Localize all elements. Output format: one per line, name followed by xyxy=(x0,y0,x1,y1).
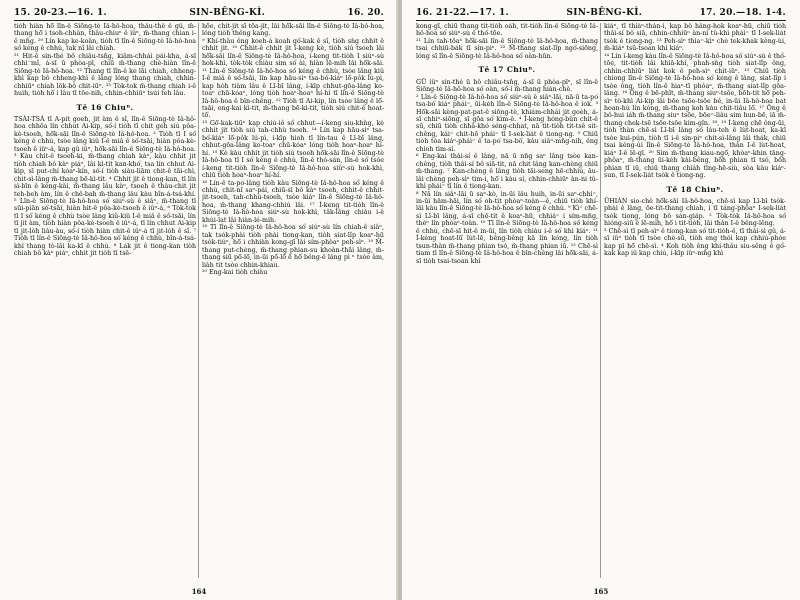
column-rule xyxy=(600,23,601,578)
right-column-2 xyxy=(604,23,786,582)
paragraph: ¹⁴ Lín í-keng kàu lîn-ê Siōng-tè Iâ-hô-hoa só͘ siúⁿ-sù ê thó͘-tōe, tit-tiòh lâi khiā-khí, phah-sǹg tiòh siat-lîp ông, chhin-chhiūⁿ liát kok ê peh-sìⁿ chit-iūⁿ. ¹⁵ Chiū tiòh chiong lîn-ê Siōng-tè Iâ-hô-hoa só͘ kéng ê lâng, siat-lîp i tsòe ông, tiòh lîn-ê hiaⁿ-tī phôaⁿ, m̄-thang siat-lîp gōa-lâng. ¹⁶ Ông ê bē-phīt, m̄-thang siuⁿ-tsōe, bōh-tit hō͘ peh-sìⁿ tò-khì Ai-kip lâi bōe tsōe-tsōe bé, in-ūi Iâ-hô-hoa bat hoan-hù lín kóng, m̄-thang koh kàu chit-tiâu lō͘. ¹⁷ Ông ê bô-hui iáh m̄-thang siuⁿ tsōe, bōe⁼-liâu sim hun-bē, iā m̄-thang chek-tsē tsōe-tsōe kim-gîn. ¹⁸, ¹⁹ Í-keng chē ông-ūi, tiòh thàn chē-sì Lī-bī lâng só͘ láu-teh ê lùt-hoat, ka-kī tsòe kui-pún, tiòh tī i-ê sin-piⁿ chit-sì-lâng lâi thák, chiū tsai kèng-ùi lîn-ê Siōng-tè Iâ-hô-hoa, thàn I-ê lùt-hoat, kiáⁿ I-ê lē-gī. ²⁰ Sim m̄-thang kiau-ngō͘, khòaⁿ-khin tāng-phôaⁿ, m̄-thang ūi-kèh kài-bêng, bōh phian tī tsó, bōh phian tī iū, chiū thang chiáh tīng-hē-siù, sòa kàu kiáⁿ-sun, tī I-sek-liát tsòk ê tiong-ng. xyxy=(604,52,786,180)
right-page xyxy=(402,0,800,600)
chapter-heading-18: Tē 18 Chiuⁿ. xyxy=(666,184,724,194)
paragraph: ¹³ Gō͘-kak-tiūⁿ kap chiú-iô só͘ chhut—í-keng siu-khǹg, kè chhit jit tiòh siú tah-chhù tsoeh. ¹⁴ Lín kap hāu-siⁿ tsa-bó͘-kiáⁿ lō͘-pôk lú-pì, í-kīp hioh tī lín-tau ê Lī-bī lâng, chhut-gōa-lâng ko-toaⁿ chū-kóaⁿ lóng tiòh hoaⁿ-hoaⁿ hí-hí. ¹⁵ Kè kàu chhit jit tiòh siú tsoeh hō͘k-sāi lîn-ê Siōng-tè Iâ-hô-hoa tī I só͘ kéng ê chhù, lîn-ê thó-sán, lîn-ê só͘ tsòe í-keng tit-tiòh lîn-ê Siōng-tè Iâ-hô-hoa siúⁿ-sù hok-khì, chiū tiòh hoaⁿ-hoaⁿ hí-hí. xyxy=(202,119,384,180)
chapter-18-opening: ÛHIÀN sio-chè hō͘k-sāi Iâ-hô-hoa, chē-sì kap Lī-bī tsòk-phài ê lâng, ōe-tit-thang chiah, í tī táng-phôaⁿ I-sek-liát tsòk tiong, lóng bô sán-giáp. ² Tòk-tòk Iâ-hô-hoa só͘ hióng-siū ê lē-mih, hō͘ i tit-tiòh, lâi thàn I-ê bêng-lêng. xyxy=(604,197,786,228)
left-page-number: 164 xyxy=(191,587,207,596)
right-text-columns xyxy=(416,23,786,582)
paragraph: ² Lîn-ê Siōng-tè Iâ-hô-hoa só͘ siúⁿ-sù ê siâⁿ-lāi, nā-ū ta-po͘ tsa-bó͘ kiáⁿ phái⁼, ūi-kèh lîn-ê Siōng-tè Iâ-hô-hoa ê iok. ³ Hō͘k-sāi kèng-pat-pat-ê siōng-tè, khiám-chhái jit goèh, á-sī chhiⁿ-siōng, sī gōa só͘ kìm-ê. ⁴ Í-keng hóng-bûn chit-ê sū, chiū tiòh chhâ-khó séng-chhat, nā tit-tiòh tit-tsê sit-chêng, kái⁼ chit-hō phái⁼ tī I-sek-liát ê tiong-ng. ⁵ Chiū tiòh tòa kiáⁿ-phái⁼ ê ta-po͘ tsa-bó͘, kàu siâⁿ-mn̂g-nih, êng chioh tìm-sí. xyxy=(416,93,598,153)
chapter-heading-16: Tē 16 Chiuⁿ. xyxy=(76,102,134,112)
paragraph: hōe, chit-jit sī tōa-jit, lâi hō͘k-sāi lîn-ê Siōng-tè Iâ-hô-hoa, lóng tiòh thêng kang. xyxy=(202,23,384,38)
left-column-2 xyxy=(202,23,384,582)
paragraph: kong-gī, chiū thang tit-tiòh oáh, tit-tiòh lîn-ê Siōng-tè Iâ-hô-hoa só͘ siúⁿ-sù ê thó͘-tōe. xyxy=(416,23,598,38)
paragraph: ⁶ Eng-kai thài-sí ê lâng, nā ū nn̄g saⁿ lâng tsòe kan-chèng, tiòh thâi-sí bô siā-tit, nā chit lâng kan-chèng chiū m̄-thang. ⁷ Kan-chèng ê lâng tiòh tāi-seng hē-chhiú, āu-lâi chèng peh-sìⁿ tìm-i, hō͘ i kàu sí, chhin-chhiūⁿ àn-ni tû-khì phái⁼ tī lín ê tiong-kan. xyxy=(416,153,598,191)
right-header-ref-end: 17. 20.—18. 1-4. xyxy=(699,8,786,18)
right-column-1 xyxy=(416,23,598,582)
chapter-16-opening: TSÀI-TSÁ tī A-pit goeh, jit àm ê sî, lîn-ê Siōng-tè Iâ-hô-hoa chhōa lín chhut Ai-kip, só͘-í tiòh tī chit geh siú pôa-kè-tsoeh, hō͘k-sāi lîn-ê Siōng-tè Iâ-hô-hoa. ² Tiòh tī I só͘ kéng ê chhù, tsòe lâng kiû I-ê miâ ê só͘-tsāi, hiàn pôa-kè-tsoeh ê iûⁿ-á, kap gû iûⁿ, hō͘k-sāi lîn-ê Siōng-tè Iâ-hô-hoa. ³ Kàu chit-ê tsoeh-ki, m̄-thang chiah kàⁿ, kàu chhit jit tiòh chiah bô kàⁿ piáⁿ, lâi kì-tit kan-khó͘, tsa lín chhut Ai-kip, sī put-chí kóaⁿ-kín, só͘-í tiòh siàu-liām chit-ê tāi-chì, chit-sì-lâng m̄-thang bē-kì-tit. ⁴ Chhit jit ê tiong-kan, tī lín sì-bīn ê kéng-kài, m̄-thang lâu kàⁿ, tsoeh ê thâu-chit jit teh-beh àm, lín ê chê-bah m̄-thang lâu kàu bîn-á-tsá-khí. ⁵ Lîn-ê Siōng-tè Iâ-hô-hoa só͘ siúⁿ-sù ê siâⁿ, m̄-thang tī sūi-piān só͘-tsāi, hiàn hit-ê pôa-kè-tsoeh ê iûⁿ-á, ⁶ Tòk-tok tī I só͘ kéng ê chhù tsòe lâng kiû-kiû I-ê miâ ê só͘-tsāi, lín tī jit àm, tiòh hiàn pôa-kè-tsoeh ê iûⁿ-á, tī lín chhut Ai-kip tī jit-lòh liàu-àu, só͘-í tiòh hiàn chit-ê iûⁿ-á tī jit-lòh ê sî. ⁷ Tiòh tī lín-ê Siōng-tè Iâ-hô-hoa só͘ kéng ê chhù, bîn-á-tsá-khí thang tò-lâi ka-kī ê chhù. ⁸ Lák jit ê tiong-kan tiòh chiah bô kàⁿ piáⁿ, chhit jit tiòh tī tsē- xyxy=(14,115,196,258)
right-header-title: SIN-BÊNG-KÌ. xyxy=(566,8,643,18)
left-text-columns xyxy=(14,23,384,582)
column-rule xyxy=(198,23,199,578)
left-column-1 xyxy=(14,23,196,582)
paragraph: tiòh hiàn hō͘ lîn-ê Siōng-tè Iâ-hô-hoa, thâu-thê ê gû, m̄-thang hō͘ i tsoh-chhân, thâu-chiuⁿ ê iûⁿ, m̄-thang chian i-ê mn̂g. ²⁰ Lín kap ke-koân, tiòh tī lîn-ê Siōng-tè Iâ-hô-hoa só͘ kéng ê chhù, tak nî lâi chiah. xyxy=(14,23,196,53)
chapter-17-opening: GŪ iûⁿ sin-thé ū bô chiâu-tsn̂g, á-sī ū phòa-pīⁿ, sī lîn-ê Siōng-tè Iâ-hô-hoa só͘ oàn, só͘-í m̄-thang hiàn-chè. xyxy=(416,78,598,94)
paragraph: ⁹ Khí-thâu êng koeh-á koah gó͘-kak ê sî, tiòh sǹg chhit ê chhit jit. ¹⁰ Chhit-ê chhit jit ī-keng kè, tiòh siú tsoeh lâi hō͘k-sāi lîn-ê Siōng-tè Iâ-hô-hoa, í-keng tit-tiòh I siúⁿ-sù hok-khì, tòk-tòk chiàu sim só͘ ài, hiàn lē-mih lâi hō͘k-sāi. ¹¹ Lîn-ê Siōng-tè Iâ-hô-hoa só͘ kéng ê chhù, tsòe lâng kiû I-ê miâ ê só͘-tsāi, lín kap hāu-siⁿ tsa-bó͘-kiáⁿ lō͘-pôk lú-pì, kap hòh tiàm lâu ê Lī-bī lâng, í-kīp chhut-gōa-lâng ko-toaⁿ chū-kóaⁿ, lóng tiòh hoaⁿ-hoaⁿ hí-hí tī lîn-ê Siōng-tè Iâ-hô-hoa ê bīn-chêng. ¹² Tiòh tī Ai-kip, lín tsòe lâng ê lō͘-tsāi, eng-kai kì-tit, m̄-thang bē-kì-tit, tiòh siú chit-ê hoat-tō͘. xyxy=(202,37,384,120)
paragraph: ²¹ Lín tah-tōaⁿ hō͘k-sāi lîn-ê Siōng-tè Iâ-hô-hoa, m̄-thang tsai chhiū-bák tī sin-piⁿ. ²² M̄-thang siat-lîp ngó͘-siōng, lóng sī lîn-ê Siōng-tè Iâ-hô-hoa só͘ oàn-hūn. xyxy=(416,37,598,60)
paragraph: ¹⁶ Lín-ê ta-po͘-lâng tiòh kàu Siōng-tè Iâ-hô-hoa só͘ kéng ê chhù, chit-nî saⁿ-pái, chiū-sī bô kàⁿ tsoeh, chhit-ê chhit-jit-tsoeh, tah-chhù-tsoeh, tsòe kiáⁿ lîn-ê Siōng-tè Iâ-hô-hoa, m̄-thang khang-chhiú lâi. ¹⁷ Í-keng tit-tiòh lîn-ê Siōng-tè Iâ-hô-hoa siúⁿ-sù hok-khì, tâk-lâng chiàu i-ê khùi-lat lâi hiàn-lé-mih. xyxy=(202,179,384,224)
chapter-heading-17: Tē 17 Chiuⁿ. xyxy=(478,65,536,75)
left-header-ref-end: 16. 20. xyxy=(347,8,384,18)
left-header-ref: 15. 20-23.—16. 1. xyxy=(14,8,107,18)
paragraph: kiáⁿ, tī thiàⁿ-thàn-i, kap bô hâng-hok koaⁿ-hū, chiū tiòh thâi-sí bô siā, chhin-chhiūⁿ àn-ni tû-khì phái⁼ tī I-sek-liát tsòk ê tiong-ng. ¹³ Peh-sìⁿ thia⁼-kìⁿ chè tek-khak kèng-ùi, m̄-kiáⁿ tsū-tsoan khì kiáⁿ. xyxy=(604,23,786,53)
right-page-number: 165 xyxy=(593,587,609,596)
left-running-header xyxy=(14,0,384,21)
paragraph: ²¹ Hit-ê sin-thé bô chiâu-tsn̂g, kiâm-chhái pái-kha, á-sī chhi⁻mî, á-sī ū phòa-pī, chiū m̄-thang chè-hiàn lîn-ê Siōng-tè Iâ-hô-hoa. ²² Thang tī lîn-ê ke lāi chiah, chheng-khì kap bô chheng-khì ê lâng lóng thang chiah, chhin-chhiūⁿ chiah lôk-bô chit-iūⁿ. ²³ Tòk-tok m̄-thang chiah i-ê huih, tiòh hō͘ i lâu tī tōe-nih, chhin-chhiūⁿ tsúi teh lâu. xyxy=(14,52,196,98)
left-header-title: SIN-BÊNG-KÌ. xyxy=(189,8,266,18)
right-header-ref: 16. 21-22.—17. 1. xyxy=(416,8,509,18)
paragraph: ³ Chē-sì tī peh-sìⁿ ê tiong-kan só͘ tit-tiòh-ê, tī thâi-sì gû, á-sī iûⁿ tiòh tī tsòe chè-sū, tiòh eng thói kap chhiú-phóe kap pī hō͘ chē-sì. ⁴ Koh tiòh êng khí-thâu siu-sêng ê gó͘-kak kap iû kap chiú, í-kīp iûⁿ-mn̂g khì xyxy=(604,227,786,258)
paragraph: ¹⁸ Tī lîn-ê Siōng-tè Iâ-hô-hoa só͘ siúⁿ-sù lín chiah-ê siâⁿ, tak tsók-phài tiòh phài tiong-kan, tiòh siat-lîp koaⁿ-hū tsòk-tiúⁿ, hō͘ i chhiàn kong-gī lâi sím-phòaⁿ peh-sìⁿ. ¹⁹ M̄-thang put-chèng, m̄-thang phian-su khoàn-thāi lâng, m̄-thang siū pō͘-lō͘, in-ūi pō͘-lō͘ ē hō͘ bêng-ê lâng pì ⁿ tsòe àm, liàh tit tsòe chhin-khiau. xyxy=(202,224,384,269)
right-running-header xyxy=(416,0,786,21)
paragraph: ⁸ Nā lín siâⁿ-lāi ū saⁿ-kò, in-ūi lâu huih, in-ūi saⁿ-chhi⁼, in-ūi hām-hāi, lín só͘ oh-tit phòaⁿ-toàn—ê, chiū tiòh khí-lâi kàu lîn-ê Siōng-tè Iâ-hô-hoa só͘ kéng ê chhù. ⁹ Kì⁼ chē-sì Lī-bī lâng, á-sī chē-tit ê koaⁿ-hū, chhiá⁼ i sím-mn̄g, thèⁿ lín phòaⁿ-toàn. ¹⁰ Tī lîn-ê Siōng-tè Iâ-hô-hoa só͘ kéng ê chhù, chē-sī hit-ê in-ūi, lín tiòh chiàu i-ê só͘ khì kiáⁿ. ¹¹ Í-kéng hoat-lū͘ lùt-lē, bêng-bêng kā lín kóng, lín tiòh tsun-thàn m̄-thang phian tsó, m̄-thang phian iū. ¹² Chē-sì tiam tī lîn-ê Siōng-tè Iâ-hô-hoa ê bīn-chêng lâi hō͘k-sāi, á-sī tiòh tsai-tsoan khí xyxy=(416,190,598,265)
left-page xyxy=(0,0,398,600)
paragraph: ²⁰ Eng-kai tiòh chiàu xyxy=(202,268,268,276)
